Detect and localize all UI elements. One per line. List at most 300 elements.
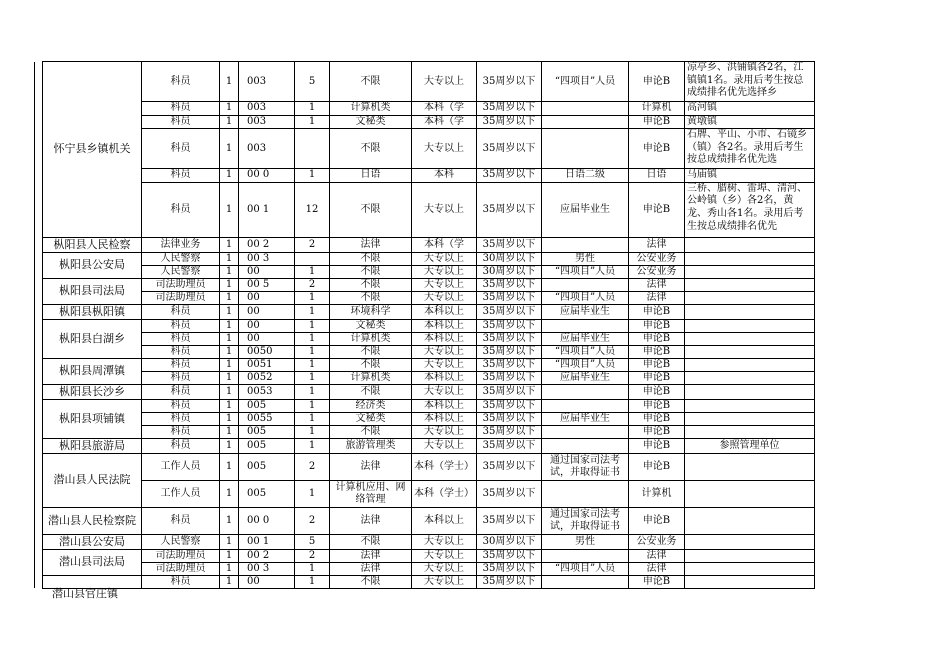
post-cell: 人民警察: [142, 265, 220, 278]
position-code-cell: 00 1: [239, 182, 295, 237]
exam-cell: 申论B: [629, 345, 685, 358]
headcount-cell: 1: [295, 562, 330, 575]
unit-cell: 枞阳县旅游局: [43, 438, 142, 453]
table-row: [35, 453, 815, 480]
code-prefix-cell: 1: [220, 102, 239, 116]
code-prefix-cell: 1: [220, 425, 239, 438]
age-cell: 35周岁以下: [477, 562, 542, 575]
spreadsheet: [34, 61, 815, 589]
headcount-cell: 1: [295, 371, 330, 384]
position-code-cell: 0052: [239, 371, 295, 384]
position-code-cell: 00 3: [239, 252, 295, 265]
position-code-cell: 005: [239, 425, 295, 438]
position-code-cell: 0055: [239, 412, 295, 425]
table-row: [35, 399, 815, 412]
exam-cell: 申论B: [629, 507, 685, 534]
major-cell: 不限: [330, 384, 412, 399]
headcount-cell: 2: [295, 549, 330, 562]
post-cell: 科员: [142, 358, 220, 371]
table-row: [35, 358, 815, 371]
post-cell: 科员: [142, 332, 220, 345]
table-row: [35, 412, 815, 425]
note-cell: 凉亭乡、洪铺镇各2名，江镇镇1名。录用后考生按总成绩排名优先选择乡: [685, 62, 815, 102]
education-cell: 本科以上: [412, 412, 477, 425]
note-cell: [685, 371, 815, 384]
position-code-cell: 00 0: [239, 169, 295, 183]
headcount-cell: 5: [295, 62, 330, 102]
exam-cell: 日语: [629, 169, 685, 183]
table-row: [35, 291, 815, 304]
exam-cell: 申论B: [629, 358, 685, 371]
major-cell: 不限: [330, 278, 412, 291]
note-cell: 参照管理单位: [685, 438, 815, 453]
major-cell: 计算机类: [330, 371, 412, 384]
table-row: [35, 62, 815, 102]
unit-cell: 潜山县人民检察院: [43, 507, 142, 534]
exam-cell: 申论B: [629, 371, 685, 384]
education-cell: 本科（学: [412, 115, 477, 129]
age-cell: 35周岁以下: [477, 237, 542, 252]
note-cell: [685, 562, 815, 575]
left-margin-cell: [35, 62, 43, 589]
major-cell: 不限: [330, 252, 412, 265]
exam-cell: 申论B: [629, 384, 685, 399]
headcount-cell: 1: [295, 438, 330, 453]
post-cell: 科员: [142, 319, 220, 332]
age-cell: 35周岁以下: [477, 549, 542, 562]
condition-cell: [542, 549, 629, 562]
table-row: [35, 534, 815, 549]
headcount-cell: 1: [295, 319, 330, 332]
code-prefix-cell: 1: [220, 399, 239, 412]
table-row: [35, 265, 815, 278]
note-cell: [685, 345, 815, 358]
code-prefix-cell: 1: [220, 182, 239, 237]
note-cell: [685, 332, 815, 345]
condition-cell: “四项目”人员: [542, 62, 629, 102]
education-cell: 本科（学士）: [412, 480, 477, 507]
post-cell: 司法助理员: [142, 549, 220, 562]
condition-cell: 通过国家司法考试，并取得证书: [542, 507, 629, 534]
major-cell: 旅游管理类: [330, 438, 412, 453]
table-row: [35, 562, 815, 575]
position-code-cell: 005: [239, 438, 295, 453]
major-cell: 不限: [330, 575, 412, 588]
post-cell: 科员: [142, 169, 220, 183]
age-cell: 35周岁以下: [477, 575, 542, 588]
headcount-cell: 1: [295, 399, 330, 412]
note-cell: [685, 358, 815, 371]
age-cell: 35周岁以下: [477, 507, 542, 534]
code-prefix-cell: 1: [220, 265, 239, 278]
post-cell: 科员: [142, 371, 220, 384]
note-cell: [685, 237, 815, 252]
exam-cell: 申论B: [629, 399, 685, 412]
major-cell: 文秘类: [330, 319, 412, 332]
major-cell: 文秘类: [330, 412, 412, 425]
post-cell: 科员: [142, 182, 220, 237]
unit-cell: 枞阳县周潭镇: [43, 358, 142, 384]
headcount-cell: 1: [295, 169, 330, 183]
exam-cell: 法律: [629, 237, 685, 252]
education-cell: 大专以上: [412, 291, 477, 304]
education-cell: 大专以上: [412, 252, 477, 265]
education-cell: 大专以上: [412, 182, 477, 237]
table-row: [35, 384, 815, 399]
major-cell: 法律: [330, 237, 412, 252]
exam-cell: 申论B: [629, 319, 685, 332]
education-cell: 大专以上: [412, 265, 477, 278]
major-cell: 经济类: [330, 399, 412, 412]
post-cell: 科员: [142, 62, 220, 102]
major-cell: 不限: [330, 358, 412, 371]
major-cell: 不限: [330, 291, 412, 304]
post-cell: 科员: [142, 507, 220, 534]
table-row: [35, 169, 815, 183]
education-cell: 大专以上: [412, 384, 477, 399]
age-cell: 35周岁以下: [477, 115, 542, 129]
education-cell: 大专以上: [412, 562, 477, 575]
major-cell: 日语: [330, 169, 412, 183]
age-cell: 30周岁以下: [477, 252, 542, 265]
major-cell: 计算机类: [330, 102, 412, 116]
exam-cell: 法律: [629, 562, 685, 575]
age-cell: 35周岁以下: [477, 62, 542, 102]
condition-cell: 男性: [542, 252, 629, 265]
post-cell: 科员: [142, 384, 220, 399]
code-prefix-cell: 1: [220, 371, 239, 384]
code-prefix-cell: 1: [220, 115, 239, 129]
major-cell: 法律: [330, 549, 412, 562]
condition-cell: 男性: [542, 534, 629, 549]
code-prefix-cell: 1: [220, 345, 239, 358]
code-prefix-cell: 1: [220, 534, 239, 549]
condition-cell: 通过国家司法考试，并取得证书: [542, 453, 629, 480]
exam-cell: 公安业务: [629, 252, 685, 265]
code-prefix-cell: 1: [220, 169, 239, 183]
condition-cell: [542, 438, 629, 453]
major-cell: 不限: [330, 265, 412, 278]
condition-cell: 日语二级: [542, 169, 629, 183]
education-cell: 本科（学: [412, 237, 477, 252]
unit-cell: 枞阳县人民检察: [43, 237, 142, 252]
unit-cell: 怀宁县乡镇机关: [43, 62, 142, 238]
unit-cell: 枞阳县长沙乡: [43, 384, 142, 399]
education-cell: 本科以上: [412, 399, 477, 412]
major-cell: 不限: [330, 62, 412, 102]
condition-cell: 应届毕业生: [542, 371, 629, 384]
post-cell: 科员: [142, 425, 220, 438]
exam-cell: 公安业务: [629, 265, 685, 278]
code-prefix-cell: 1: [220, 62, 239, 102]
condition-cell: [542, 480, 629, 507]
exam-cell: 法律: [629, 549, 685, 562]
post-cell: 科员: [142, 438, 220, 453]
table-row: [35, 252, 815, 265]
table-row: [35, 549, 815, 562]
headcount-cell: 1: [295, 265, 330, 278]
education-cell: 大专以上: [412, 425, 477, 438]
code-prefix-cell: 1: [220, 291, 239, 304]
age-cell: 35周岁以下: [477, 102, 542, 116]
code-prefix-cell: 1: [220, 304, 239, 319]
position-code-cell: 00: [239, 291, 295, 304]
age-cell: 35周岁以下: [477, 453, 542, 480]
exam-cell: 法律: [629, 278, 685, 291]
code-prefix-cell: 1: [220, 562, 239, 575]
age-cell: 35周岁以下: [477, 412, 542, 425]
table-row: [35, 438, 815, 453]
headcount-cell: 12: [295, 182, 330, 237]
position-code-cell: 0051: [239, 358, 295, 371]
note-cell: 三桥、腊树、雷埠、清河、公岭镇（乡）各2名，黄龙、秀山各1名。录用后考生按总成绩排名优先: [685, 182, 815, 237]
position-code-cell: 0050: [239, 345, 295, 358]
code-prefix-cell: 1: [220, 332, 239, 345]
note-cell: 高河镇: [685, 102, 815, 116]
headcount-cell: 1: [295, 384, 330, 399]
education-cell: 本科以上: [412, 319, 477, 332]
note-cell: [685, 278, 815, 291]
table-row: [35, 332, 815, 345]
education-cell: 大专以上: [412, 534, 477, 549]
exam-cell: 申论B: [629, 412, 685, 425]
exam-cell: 申论B: [629, 438, 685, 453]
major-cell: 不限: [330, 182, 412, 237]
age-cell: 35周岁以下: [477, 129, 542, 169]
post-cell: 科员: [142, 399, 220, 412]
post-cell: 科员: [142, 129, 220, 169]
education-cell: 大专以上: [412, 575, 477, 588]
education-cell: 本科以上: [412, 304, 477, 319]
code-prefix-cell: 1: [220, 412, 239, 425]
exam-cell: 法律: [629, 291, 685, 304]
note-cell: [685, 384, 815, 399]
code-prefix-cell: 1: [220, 480, 239, 507]
code-prefix-cell: 1: [220, 129, 239, 169]
code-prefix-cell: 1: [220, 237, 239, 252]
education-cell: 本科以上: [412, 507, 477, 534]
age-cell: 35周岁以下: [477, 278, 542, 291]
headcount-cell: 1: [295, 332, 330, 345]
headcount-cell: 1: [295, 115, 330, 129]
education-cell: 本科: [412, 169, 477, 183]
condition-cell: “四项目”人员: [542, 265, 629, 278]
table-row: [35, 304, 815, 319]
major-cell: 不限: [330, 534, 412, 549]
condition-cell: “四项目”人员: [542, 345, 629, 358]
exam-cell: 申论B: [629, 453, 685, 480]
major-cell: 法律: [330, 562, 412, 575]
headcount-cell: [295, 252, 330, 265]
post-cell: 司法助理员: [142, 278, 220, 291]
table-row: [35, 480, 815, 507]
headcount-cell: 1: [295, 345, 330, 358]
post-cell: 科员: [142, 102, 220, 116]
table-row: [35, 345, 815, 358]
code-prefix-cell: 1: [220, 252, 239, 265]
note-cell: [685, 399, 815, 412]
age-cell: 35周岁以下: [477, 425, 542, 438]
education-cell: 大专以上: [412, 129, 477, 169]
major-cell: 法律: [330, 507, 412, 534]
age-cell: 35周岁以下: [477, 182, 542, 237]
headcount-cell: 2: [295, 453, 330, 480]
age-cell: 30周岁以下: [477, 265, 542, 278]
age-cell: 35周岁以下: [477, 319, 542, 332]
table-row: [35, 575, 815, 588]
note-cell: 马庙镇: [685, 169, 815, 183]
age-cell: 30周岁以下: [477, 534, 542, 549]
post-cell: 科员: [142, 412, 220, 425]
condition-cell: [542, 399, 629, 412]
education-cell: 大专以上: [412, 345, 477, 358]
unit-cell: 潜山县公安局: [43, 534, 142, 549]
headcount-cell: 2: [295, 278, 330, 291]
post-cell: 人民警察: [142, 534, 220, 549]
note-cell: [685, 265, 815, 278]
major-cell: 文秘类: [330, 115, 412, 129]
position-code-cell: 00 2: [239, 549, 295, 562]
position-code-cell: 00 5: [239, 278, 295, 291]
condition-cell: 应届毕业生: [542, 304, 629, 319]
age-cell: 35周岁以下: [477, 438, 542, 453]
trailing-unit-label: 潜山县官庄镇: [52, 587, 118, 600]
education-cell: 本科以上: [412, 332, 477, 345]
note-cell: [685, 507, 815, 534]
code-prefix-cell: 1: [220, 278, 239, 291]
code-prefix-cell: 1: [220, 358, 239, 371]
exam-cell: 申论B: [629, 332, 685, 345]
age-cell: 35周岁以下: [477, 291, 542, 304]
code-prefix-cell: 1: [220, 319, 239, 332]
position-code-cell: 00: [239, 332, 295, 345]
unit-cell: 枞阳县项铺镇: [43, 399, 142, 438]
exam-cell: 申论B: [629, 115, 685, 129]
code-prefix-cell: 1: [220, 575, 239, 588]
age-cell: 35周岁以下: [477, 332, 542, 345]
position-code-cell: 005: [239, 453, 295, 480]
table-row: [35, 237, 815, 252]
position-code-cell: 00: [239, 319, 295, 332]
headcount-cell: 1: [295, 291, 330, 304]
major-cell: 计算机应用、网络管理: [330, 480, 412, 507]
note-cell: [685, 453, 815, 480]
position-code-cell: 003: [239, 102, 295, 116]
exam-cell: 申论B: [629, 575, 685, 588]
unit-cell: 枞阳县白湖乡: [43, 319, 142, 358]
age-cell: 35周岁以下: [477, 358, 542, 371]
education-cell: 大专以上: [412, 358, 477, 371]
position-code-cell: 0053: [239, 384, 295, 399]
post-cell: 科员: [142, 115, 220, 129]
headcount-cell: 2: [295, 237, 330, 252]
post-cell: 工作人员: [142, 453, 220, 480]
note-cell: [685, 480, 815, 507]
exam-cell: 申论B: [629, 62, 685, 102]
note-cell: [685, 534, 815, 549]
note-cell: [685, 291, 815, 304]
education-cell: 大专以上: [412, 62, 477, 102]
age-cell: 35周岁以下: [477, 345, 542, 358]
table-row: [35, 507, 815, 534]
major-cell: 环境科学: [330, 304, 412, 319]
unit-cell: 枞阳县枞阳镇: [43, 304, 142, 319]
condition-cell: [542, 102, 629, 116]
condition-cell: [542, 384, 629, 399]
note-cell: 黄墩镇: [685, 115, 815, 129]
exam-cell: 计算机: [629, 102, 685, 116]
condition-cell: [542, 278, 629, 291]
position-code-cell: 00 0: [239, 507, 295, 534]
position-code-cell: 00 1: [239, 534, 295, 549]
education-cell: 大专以上: [412, 549, 477, 562]
condition-cell: [542, 237, 629, 252]
major-cell: 不限: [330, 345, 412, 358]
age-cell: 35周岁以下: [477, 371, 542, 384]
table-row: [35, 129, 815, 169]
code-prefix-cell: 1: [220, 384, 239, 399]
headcount-cell: 1: [295, 304, 330, 319]
post-cell: 司法助理员: [142, 562, 220, 575]
exam-cell: 申论B: [629, 182, 685, 237]
condition-cell: “四项目”人员: [542, 291, 629, 304]
position-code-cell: 003: [239, 115, 295, 129]
condition-cell: [542, 129, 629, 169]
position-code-cell: 005: [239, 480, 295, 507]
table-row: [35, 319, 815, 332]
recruitment-table: [34, 61, 815, 589]
major-cell: 不限: [330, 425, 412, 438]
code-prefix-cell: 1: [220, 507, 239, 534]
code-prefix-cell: 1: [220, 438, 239, 453]
table-row: [35, 102, 815, 116]
post-cell: 工作人员: [142, 480, 220, 507]
exam-cell: 申论B: [629, 304, 685, 319]
table-row: [35, 115, 815, 129]
condition-cell: [542, 115, 629, 129]
condition-cell: 应届毕业生: [542, 332, 629, 345]
condition-cell: [542, 319, 629, 332]
education-cell: 大专以上: [412, 438, 477, 453]
note-cell: [685, 549, 815, 562]
age-cell: 35周岁以下: [477, 399, 542, 412]
exam-cell: 计算机: [629, 480, 685, 507]
unit-cell: 枞阳县司法局: [43, 278, 142, 304]
exam-cell: 申论B: [629, 129, 685, 169]
note-cell: [685, 412, 815, 425]
major-cell: 计算机类: [330, 332, 412, 345]
major-cell: 法律: [330, 453, 412, 480]
education-cell: 大专以上: [412, 278, 477, 291]
condition-cell: [542, 425, 629, 438]
headcount-cell: 1: [295, 480, 330, 507]
condition-cell: 应届毕业生: [542, 412, 629, 425]
post-cell: 科员: [142, 575, 220, 588]
post-cell: 科员: [142, 304, 220, 319]
table-row: [35, 278, 815, 291]
headcount-cell: 2: [295, 507, 330, 534]
position-code-cell: 00 3: [239, 562, 295, 575]
age-cell: 35周岁以下: [477, 384, 542, 399]
condition-cell: “四项目”人员: [542, 358, 629, 371]
headcount-cell: 1: [295, 102, 330, 116]
post-cell: 司法助理员: [142, 291, 220, 304]
age-cell: 35周岁以下: [477, 169, 542, 183]
headcount-cell: 5: [295, 534, 330, 549]
note-cell: [685, 252, 815, 265]
unit-cell: 潜山县人民法院: [43, 453, 142, 507]
education-cell: 本科（学: [412, 102, 477, 116]
